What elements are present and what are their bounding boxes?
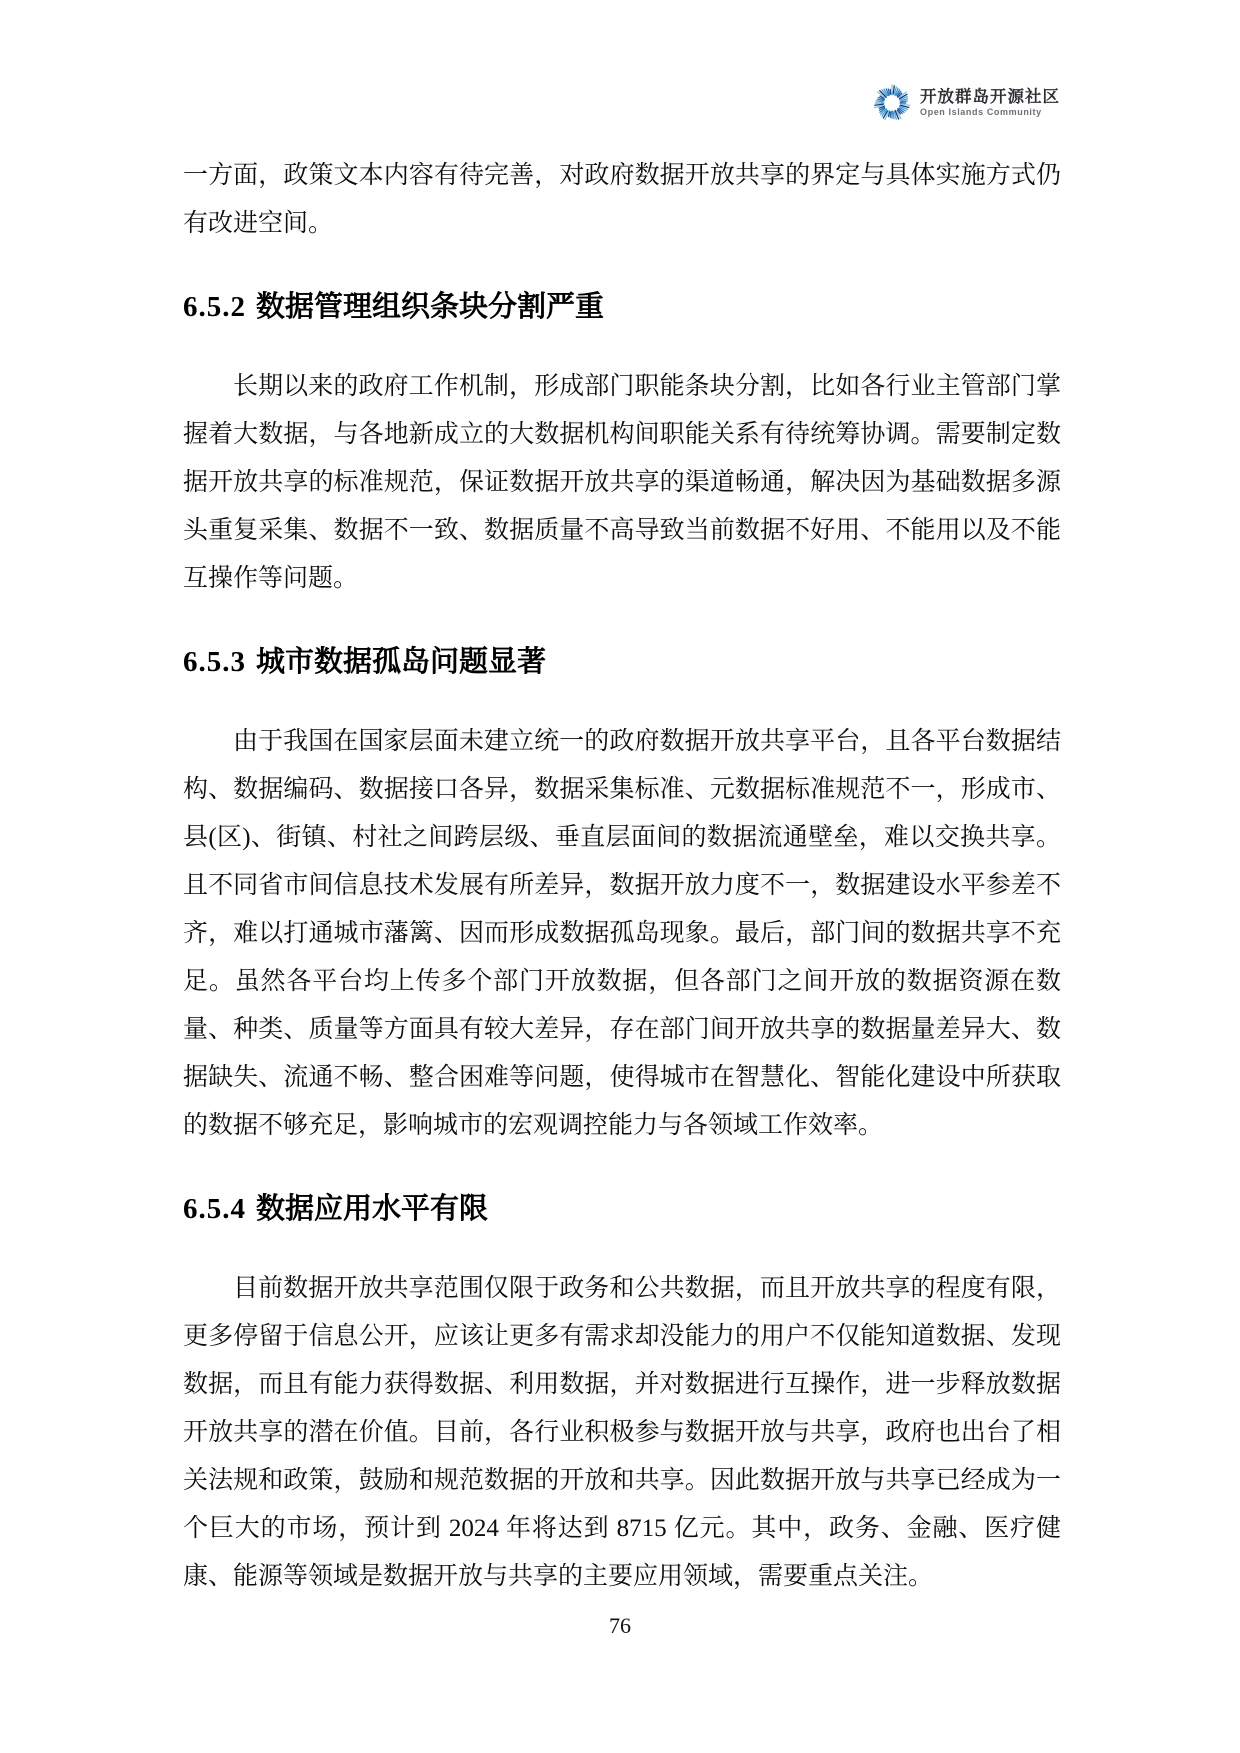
section-heading-652	[183, 287, 1061, 327]
page-number: 76	[609, 1613, 631, 1638]
section-number: 6.5.4	[183, 1193, 246, 1225]
logo	[873, 84, 1060, 122]
intro-paragraph: 一方面，政策文本内容有待完善，对政府数据开放共享的界定与具体实施方式仍有改进空间。	[183, 162, 1061, 237]
document-body	[183, 152, 1061, 1601]
logo-title-en: Open Islands Community	[920, 107, 1042, 117]
section-heading-654	[183, 1189, 1061, 1229]
section-title: 城市数据孤岛问题显著	[256, 646, 547, 678]
logo-text	[920, 88, 1060, 118]
section-title: 数据应用水平有限	[256, 1193, 489, 1225]
page-header	[0, 0, 1240, 140]
section-number: 6.5.3	[183, 646, 246, 678]
section-heading-653	[183, 642, 1061, 682]
section-number: 6.5.2	[183, 291, 246, 323]
logo-title-zh: 开放群岛开源社区	[920, 88, 1060, 106]
section-title: 数据管理组织条块分割严重	[256, 291, 605, 323]
section-652-paragraph: 长期以来的政府工作机制，形成部门职能条块分割，比如各行业主管部门掌握着大数据，与各地新成立的大数据机构间职能关系有待统筹协调。需要制定数据开放共享的标准规范，保证数据开放共享的渠道畅通，解决因为基础数据多源头重复采集、数据不一致、数据质量不高导致当前数据不好用、不能用以及不能互操作等问题。	[183, 373, 1061, 592]
section-653-paragraph: 由于我国在国家层面未建立统一的政府数据开放共享平台，且各平台数据结构、数据编码、数据接口各异，数据采集标准、元数据标准规范不一，形成市、县(区)、街镇、村社之间跨层级、垂直层面间的数据流通壁垒，难以交换共享。且不同省市间信息技术发展有所差异，数据开放力度不一，数据建设水平参差不齐，难以打通城市藩篱、因而形成数据孤岛现象。最后，部门间的数据共享不充足。虽然各平台均上传多个部门开放数据，但各部门之间开放的数据资源在数量、种类、质量等方面具有较大差异，存在部门间开放共享的数据量差异大、数据缺失、流通不畅、整合困难等问题，使得城市在智慧化、智能化建设中所获取的数据不够充足，影响城市的宏观调控能力与各领域工作效率。	[183, 728, 1061, 1139]
section-654-paragraph: 目前数据开放共享范围仅限于政务和公共数据，而且开放共享的程度有限，更多停留于信息公开，应该让更多有需求却没能力的用户不仅能知道数据、发现数据，而且有能力获得数据、利用数据，并对数据进行互操作，进一步释放数据开放共享的潜在价值。目前，各行业积极参与数据开放与共享，政府也出台了相关法规和政策，鼓励和规范数据的开放和共享。因此数据开放与共享已经成为一个巨大的市场，预计到 2024 年将达到 8715 亿元。其中，政务、金融、医疗健康、能源等领域是数据开放与共享的主要应用领域，需要重点关注。	[183, 1275, 1061, 1590]
sunburst-logo-icon	[873, 84, 911, 122]
